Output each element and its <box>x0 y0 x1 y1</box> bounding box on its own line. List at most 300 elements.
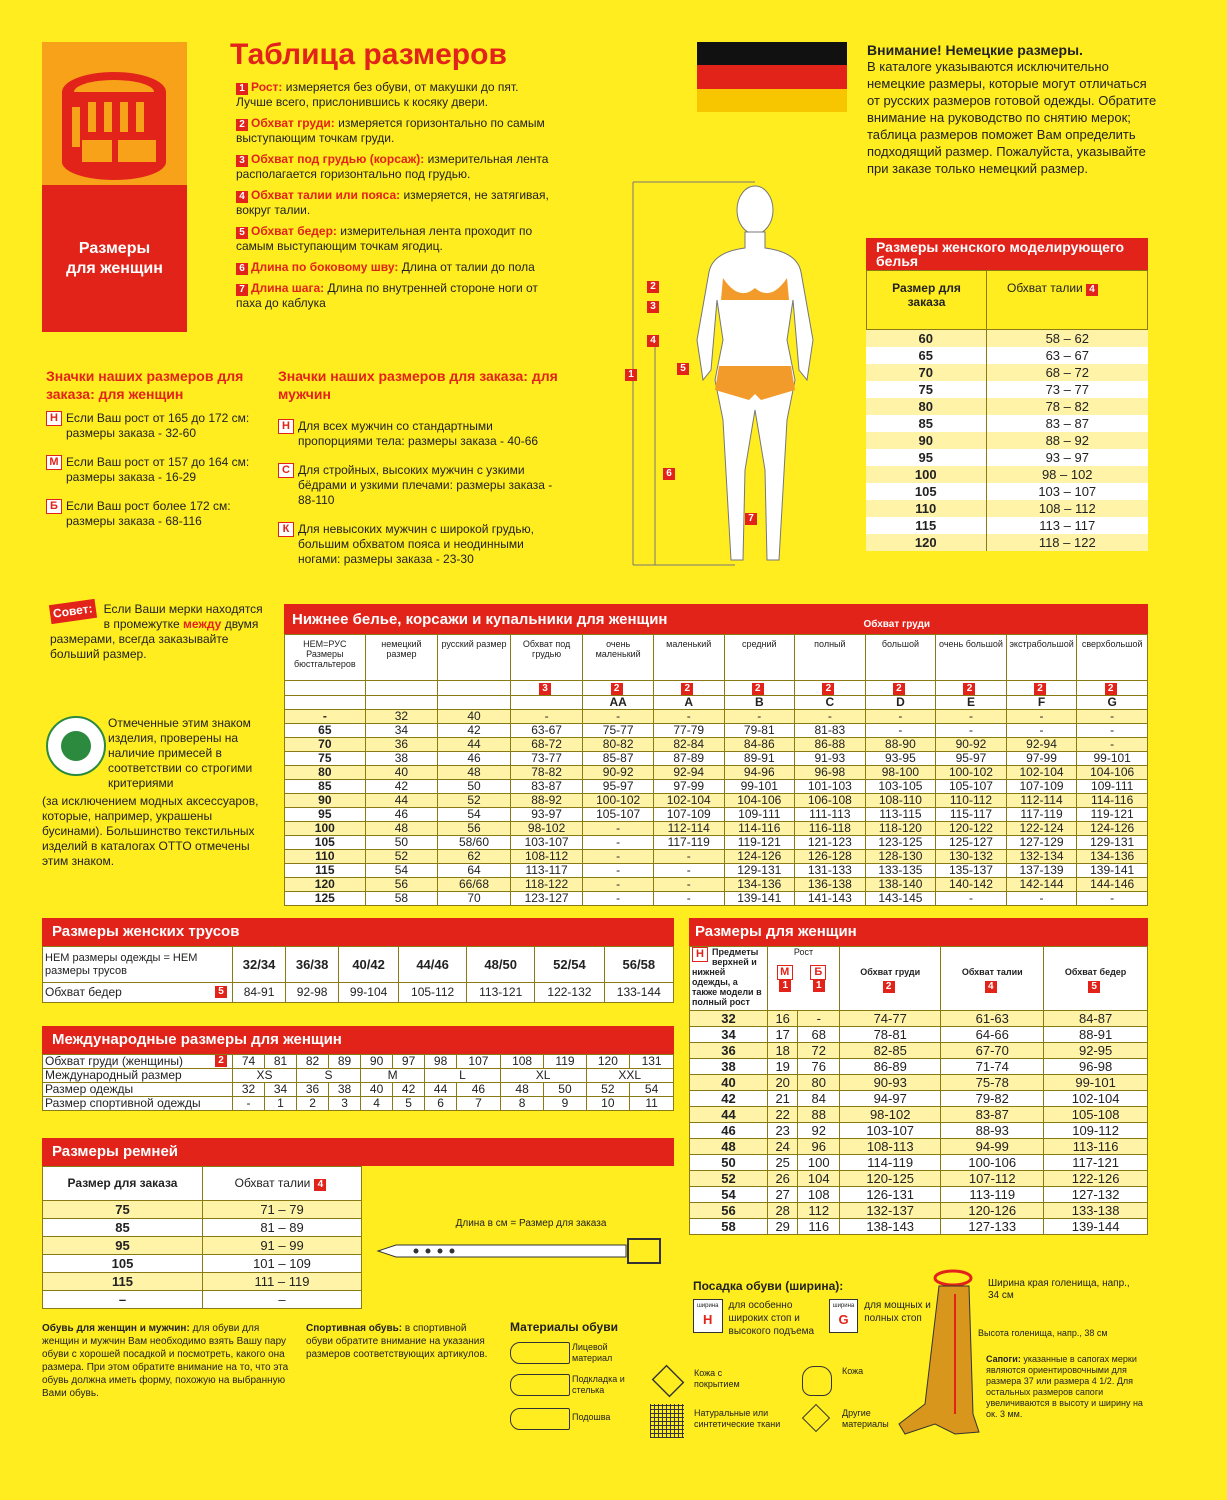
measure-text: измеряется горизонтально по самым выступающим точкам груди. <box>236 116 545 145</box>
underwear-cell: 40 <box>365 766 438 780</box>
underwear-cell: 129-131 <box>724 864 795 878</box>
underwear-cell: 99-101 <box>1077 752 1148 766</box>
shaping-size: 95 <box>866 449 986 466</box>
underwear-cell: - <box>865 710 936 724</box>
underwear-cell: 70 <box>285 738 366 752</box>
shaping-size: 60 <box>866 330 986 347</box>
underwear-cell: 42 <box>365 780 438 794</box>
underwear-cell: 141-143 <box>795 892 866 906</box>
underwear-badge-cell <box>583 681 654 696</box>
measure-num: 3 <box>236 155 248 167</box>
belt-length-label: Длина в см = Размер для заказа <box>455 1218 607 1229</box>
shaping-rows <box>866 330 1148 551</box>
panties-val: 113-121 <box>467 983 535 1003</box>
women-h5: Обхват бедер 5 <box>1044 947 1148 1011</box>
intl-cloth: 44 <box>425 1083 457 1097</box>
underwear-badge-cell <box>795 681 866 696</box>
cup-cell: B <box>724 696 795 710</box>
panties-hip-row <box>43 983 674 1003</box>
underwear-badge-cell <box>1077 681 1148 696</box>
women-cell: 127-132 <box>1044 1187 1148 1203</box>
eco-icon <box>46 716 106 776</box>
other-materials-icon <box>802 1404 830 1432</box>
women-cell: 96 <box>798 1139 840 1155</box>
intl-size: XS <box>233 1069 297 1083</box>
mat-m7: Другие материалы <box>842 1408 889 1429</box>
underwear-cell: 63-67 <box>510 724 583 738</box>
underwear-cell: 119-121 <box>1077 808 1148 822</box>
shaping-waist: 118 – 122 <box>1038 535 1096 550</box>
shoe-lining-icon <box>510 1374 570 1396</box>
intl-cloth: 36 <box>297 1083 329 1097</box>
women-cell: 120-126 <box>941 1203 1044 1219</box>
measure-num: 5 <box>236 227 248 239</box>
women-cell: 86-89 <box>840 1059 941 1075</box>
shaping-waist: 98 – 102 <box>1041 467 1093 482</box>
size-badge-icon: Б <box>810 965 826 980</box>
underwear-cell: 93-97 <box>510 808 583 822</box>
underwear-cell: 52 <box>438 794 511 808</box>
underwear-row <box>285 780 1148 794</box>
underwear-head-cell: русский размер <box>438 635 511 681</box>
underwear-row <box>285 836 1148 850</box>
intl-sport: 11 <box>630 1097 674 1111</box>
cup-cell: F <box>1006 696 1077 710</box>
measure-item <box>236 80 556 110</box>
underwear-cell: - <box>583 822 654 836</box>
underwear-cell: 116-118 <box>795 822 866 836</box>
underwear-cell: 90-92 <box>583 766 654 780</box>
intl-label: Размер спортивной одежды <box>43 1097 233 1111</box>
intl-label: Международный размер <box>43 1069 233 1083</box>
underwear-cell: - <box>795 710 866 724</box>
underwear-cell: - <box>1077 892 1148 906</box>
underwear-cell: 93-95 <box>865 752 936 766</box>
intl-size: S <box>297 1069 361 1083</box>
underwear-cell: 112-114 <box>1006 794 1077 808</box>
underwear-badge-cell <box>510 681 583 696</box>
boot-text2: Высота голенища, напр., 38 см <box>978 1328 1108 1338</box>
women-cell: 100-106 <box>941 1155 1044 1171</box>
underwear-cell: 101-103 <box>795 780 866 794</box>
underwear-cell: 135-137 <box>936 864 1007 878</box>
women-cell: 79-82 <box>941 1091 1044 1107</box>
women-cell: 102-104 <box>1044 1091 1148 1107</box>
underwear-badge-cell <box>653 681 724 696</box>
women-cell: 34 <box>690 1027 768 1043</box>
underwear-cell: 112-114 <box>653 822 724 836</box>
shaping-title: Размеры женского моделирующего белья <box>866 238 1148 270</box>
women-cell: 82-85 <box>840 1043 941 1059</box>
underwear-cell: 48 <box>438 766 511 780</box>
underwear-cell: 80 <box>285 766 366 780</box>
women-cell: 26 <box>768 1171 798 1187</box>
cup-empty <box>510 696 583 710</box>
underwear-cell: - <box>1077 710 1148 724</box>
attention-title: Внимание! Немецкие размеры. <box>867 42 1083 58</box>
underwear-head <box>285 635 1148 681</box>
panties-table <box>42 918 674 1003</box>
women-row <box>690 1155 1148 1171</box>
cup-cell: C <box>795 696 866 710</box>
underwear-cell: 118-122 <box>510 878 583 892</box>
belts-table <box>42 1138 674 1309</box>
belt-row <box>43 1291 362 1309</box>
underwear-cell: 70 <box>438 892 511 906</box>
underwear-cell: - <box>936 724 1007 738</box>
underwear-cell: 89-91 <box>724 752 795 766</box>
cup-row <box>285 696 1148 710</box>
measure-text: измерительная лента располагается горизонтально под грудью. <box>236 152 549 181</box>
women-cell: 113-116 <box>1044 1139 1148 1155</box>
women-cell: 139-144 <box>1044 1219 1148 1235</box>
intl-cloth: 52 <box>586 1083 630 1097</box>
underwear-cell: 130-132 <box>936 850 1007 864</box>
intl-table <box>42 1026 674 1111</box>
underwear-cell: 124-126 <box>724 850 795 864</box>
underwear-cell: 136-138 <box>795 878 866 892</box>
underwear-cell: 48 <box>365 822 438 836</box>
underwear-head-cell: НЕМ=РУС Размеры бюстгальтеров <box>285 635 366 681</box>
women-cell: 114-119 <box>840 1155 941 1171</box>
intl-sport: 2 <box>297 1097 329 1111</box>
underwear-cell: 125 <box>285 892 366 906</box>
underwear-cell: - <box>865 724 936 738</box>
women-icons-title: Значки наших размеров для заказа: для женщин <box>46 368 244 402</box>
underwear-cell: 46 <box>365 808 438 822</box>
panties-size-row <box>43 947 674 983</box>
intl-cloth: 40 <box>361 1083 393 1097</box>
intl-chest: 90 <box>361 1055 393 1069</box>
leather-icon <box>802 1366 832 1396</box>
women-cell: 75-78 <box>941 1075 1044 1091</box>
underwear-cell: 114-116 <box>1077 794 1148 808</box>
underwear-head-cell: очень большой <box>936 635 1007 681</box>
underwear-cell: 113-117 <box>510 864 583 878</box>
underwear-cell: 143-145 <box>865 892 936 906</box>
measure-label: Длина по боковому шву: <box>251 260 399 274</box>
underwear-cell: 95 <box>285 808 366 822</box>
underwear-cell: 104-106 <box>1077 766 1148 780</box>
attention-block <box>867 42 1157 177</box>
shaping-size: 80 <box>866 398 986 415</box>
belt-c2: Обхват талии <box>234 1175 311 1190</box>
women-row <box>690 1043 1148 1059</box>
women-row <box>690 1075 1148 1091</box>
cup-empty <box>365 696 438 710</box>
measure-item <box>236 260 556 275</box>
measure-label: Обхват под грудью (корсаж): <box>251 152 425 166</box>
women-cell: 122-126 <box>1044 1171 1148 1187</box>
women-row <box>690 1171 1148 1187</box>
underwear-cell: 102-104 <box>1006 766 1077 780</box>
underwear-row <box>285 864 1148 878</box>
underwear-cell: - <box>583 864 654 878</box>
underwear-cell: 139-141 <box>1077 864 1148 878</box>
women-cell: 38 <box>690 1059 768 1075</box>
measure-item <box>236 188 556 218</box>
underwear-row <box>285 808 1148 822</box>
underwear-row <box>285 794 1148 808</box>
women-cell: 84 <box>798 1091 840 1107</box>
women-row <box>690 1107 1148 1123</box>
size-badge-icon: М <box>777 965 793 980</box>
measure-label: Рост: <box>251 80 283 94</box>
boot-note-title: Сапоги: <box>986 1354 1021 1364</box>
underwear-cell: 103-105 <box>865 780 936 794</box>
measure-item <box>236 281 556 311</box>
underwear-cell: 103-107 <box>510 836 583 850</box>
mat-m4: Кожа с покрытием <box>694 1368 740 1389</box>
women-cell: 48 <box>690 1139 768 1155</box>
underwear-cell: 118-120 <box>865 822 936 836</box>
underwear-cell: 131-133 <box>795 864 866 878</box>
intl-chest: 131 <box>630 1055 674 1069</box>
women-cell: 104 <box>798 1171 840 1187</box>
underwear-cell: - <box>653 850 724 864</box>
women-cell: 94-99 <box>941 1139 1044 1155</box>
num-badge: 2 <box>893 683 905 695</box>
women-cell: - <box>798 1011 840 1027</box>
intl-cloth: 38 <box>329 1083 361 1097</box>
underwear-cell: - <box>724 710 795 724</box>
belt-size: 95 <box>43 1237 203 1255</box>
underwear-cell: - <box>583 850 654 864</box>
fit-w2: ширина <box>832 1303 855 1309</box>
women-rost: Рост М 1 Б 1 <box>768 947 840 1011</box>
underwear-cell: 90-92 <box>936 738 1007 752</box>
underwear-cell: 92-94 <box>1006 738 1077 752</box>
underwear-cell: 75 <box>285 752 366 766</box>
underwear-cell: 127-129 <box>1006 836 1077 850</box>
women-h4: Обхват талии 4 <box>941 947 1044 1011</box>
shoe-upper-icon <box>510 1342 570 1364</box>
num-badge: 1 <box>813 980 825 992</box>
women-row <box>690 1091 1148 1107</box>
underwear-row <box>285 752 1148 766</box>
mat-m3: Подошва <box>572 1412 611 1422</box>
belt-icon <box>376 1218 666 1272</box>
shaping-size: 115 <box>866 517 986 534</box>
measure-num: 4 <box>236 191 248 203</box>
intl-size: XXL <box>586 1069 673 1083</box>
shaping-waist: 68 – 72 <box>1045 365 1089 380</box>
materials-title: Материалы обуви <box>510 1320 618 1334</box>
shoes-block <box>42 1322 297 1400</box>
shoes-t2: Спортивная обувь: <box>306 1323 403 1334</box>
shaping-size: 90 <box>866 432 986 449</box>
num-badge: 2 <box>822 683 834 695</box>
underwear-cell: 105-107 <box>936 780 1007 794</box>
underwear-head-cell: экстрабольшой <box>1006 635 1077 681</box>
shaping-row <box>866 466 1148 483</box>
underwear-cell: 140-142 <box>936 878 1007 892</box>
underwear-cell: 85-87 <box>583 752 654 766</box>
underwear-head-cell: полный <box>795 635 866 681</box>
underwear-cell: 115 <box>285 864 366 878</box>
women-cell: 103-107 <box>840 1123 941 1139</box>
panties-val: 92-98 <box>286 983 339 1003</box>
intl-size: M <box>361 1069 425 1083</box>
underwear-row <box>285 878 1148 892</box>
num-badge: 2 <box>883 981 895 993</box>
belt-waist: 81 – 89 <box>203 1219 362 1237</box>
underwear-cell: 144-146 <box>1077 878 1148 892</box>
underwear-head-cell: большой <box>865 635 936 681</box>
belt-size: 75 <box>43 1201 203 1219</box>
underwear-cell: 133-135 <box>865 864 936 878</box>
underwear-cell: 132-134 <box>1006 850 1077 864</box>
underwear-badge-cell <box>724 681 795 696</box>
underwear-cell: - <box>510 710 583 724</box>
underwear-cell: 138-140 <box>865 878 936 892</box>
underwear-cell: 107-109 <box>653 808 724 822</box>
underwear-cell: 124-126 <box>1077 822 1148 836</box>
intl-cloth: 42 <box>393 1083 425 1097</box>
boot-note <box>986 1354 1151 1420</box>
intl-chest: 81 <box>265 1055 297 1069</box>
shoes-t1: Обувь для женщин и мужчин: <box>42 1323 190 1334</box>
women-cell: 132-137 <box>840 1203 941 1219</box>
size-icon-text: Если Ваш рост от 157 до 164 см: размеры заказа - 16-29 <box>66 455 250 484</box>
shaping-row <box>866 500 1148 517</box>
intl-cloth: 50 <box>544 1083 586 1097</box>
women-cell: 92-95 <box>1044 1043 1148 1059</box>
underwear-cell: 94-96 <box>724 766 795 780</box>
women-row <box>690 1139 1148 1155</box>
shaping-size: 65 <box>866 347 986 364</box>
belt-size: 115 <box>43 1273 203 1291</box>
fit-g-badge: G <box>838 1312 849 1327</box>
women-cell: 109-112 <box>1044 1123 1148 1139</box>
women-cell: 113-119 <box>941 1187 1044 1203</box>
underwear-row <box>285 892 1148 906</box>
size-badge-icon: Н <box>278 419 294 434</box>
measure-label: Обхват бедер: <box>251 224 337 238</box>
underwear-cell: 54 <box>438 808 511 822</box>
intl-sport: 9 <box>544 1097 586 1111</box>
underwear-cell: 79-81 <box>724 724 795 738</box>
underwear-row <box>285 766 1148 780</box>
underwear-cell: 139-141 <box>724 892 795 906</box>
women-cell: 74-77 <box>840 1011 941 1027</box>
underwear-cell: 115-117 <box>936 808 1007 822</box>
women-cell: 64-66 <box>941 1027 1044 1043</box>
underwear-badge-row <box>285 681 1148 696</box>
underwear-cell: 77-79 <box>653 724 724 738</box>
underwear-cell: 129-131 <box>1077 836 1148 850</box>
underwear-cell: 142-144 <box>1006 878 1077 892</box>
underwear-cell: 44 <box>365 794 438 808</box>
underwear-cell: 105 <box>285 836 366 850</box>
belt-row <box>43 1219 362 1237</box>
intl-label: Размер одежды <box>43 1083 233 1097</box>
underwear-cell: 52 <box>365 850 438 864</box>
underwear-table <box>284 604 1148 906</box>
panties-h1: НЕМ размеры одежды = НЕМ размеры трусов <box>43 947 233 983</box>
women-cell: 72 <box>798 1043 840 1059</box>
panties-val: 84-91 <box>233 983 286 1003</box>
underwear-cell: 117-119 <box>653 836 724 850</box>
women-cell: 18 <box>768 1043 798 1059</box>
num-badge: 4 <box>985 981 997 993</box>
belt-row <box>43 1201 362 1219</box>
fit-w1: ширина <box>696 1303 719 1309</box>
underwear-cell: 102-104 <box>653 794 724 808</box>
women-cell: 16 <box>768 1011 798 1027</box>
underwear-head-cell: Обхват под грудью <box>510 635 583 681</box>
size-icon-text: Для всех мужчин со стандартными пропорциями тела: размеры заказа - 40-66 <box>298 419 539 448</box>
shaping-row <box>866 415 1148 432</box>
underwear-cell: 119-121 <box>724 836 795 850</box>
num-badge: 1 <box>779 980 791 992</box>
tip-text2: двумя размерами, всегда заказывайте больший размер. <box>50 617 259 661</box>
size-badge-icon: Н <box>692 947 708 962</box>
women-cell: 21 <box>768 1091 798 1107</box>
size-badge-icon: М <box>46 455 62 470</box>
size-icon-text: Если Ваш рост от 165 до 172 см: размеры заказа - 32-60 <box>66 411 250 440</box>
women-row <box>690 1027 1148 1043</box>
women-cell: 84-87 <box>1044 1011 1148 1027</box>
underwear-cell: 62 <box>438 850 511 864</box>
logo-caption: Размеры для женщин <box>42 185 187 332</box>
women-sizes-table <box>689 918 1148 1235</box>
num-badge: 2 <box>681 683 693 695</box>
underwear-cell: 106-108 <box>795 794 866 808</box>
underwear-badge-cell <box>936 681 1007 696</box>
underwear-cell: 40 <box>438 710 511 724</box>
sport-block <box>306 1322 491 1361</box>
intl-cloth: 32 <box>233 1083 265 1097</box>
underwear-cell: 117-119 <box>1006 808 1077 822</box>
underwear-cell: 121-123 <box>795 836 866 850</box>
intl-sport: 10 <box>586 1097 630 1111</box>
women-head <box>690 947 1148 1011</box>
materials-block <box>510 1320 889 1452</box>
tip-text1: Если Ваши мерки находятся в промежутке <box>103 602 263 631</box>
women-row <box>690 1059 1148 1075</box>
underwear-cell: - <box>653 892 724 906</box>
underwear-cell: - <box>1006 710 1077 724</box>
size-icon-item <box>278 522 558 567</box>
intl-chest-row <box>43 1055 674 1069</box>
underwear-cell: 95-97 <box>936 752 1007 766</box>
shaping-row <box>866 398 1148 415</box>
underwear-cell: - <box>936 892 1007 906</box>
underwear-cell: 46 <box>438 752 511 766</box>
underwear-cell: 83-87 <box>510 780 583 794</box>
underwear-cell: 81-83 <box>795 724 866 738</box>
panties-val: 105-112 <box>399 983 467 1003</box>
intl-sport-row <box>43 1097 674 1111</box>
measure-item <box>236 224 556 254</box>
belt-waist: 91 – 99 <box>203 1237 362 1255</box>
underwear-cell: 88-90 <box>865 738 936 752</box>
num-badge: 2 <box>1105 683 1117 695</box>
women-cell: 127-133 <box>941 1219 1044 1235</box>
fit-h: для особенно широких стоп и высокого подъема <box>728 1300 815 1337</box>
women-cell: 32 <box>690 1011 768 1027</box>
size-icon-item <box>46 455 276 485</box>
intl-chest: 98 <box>425 1055 457 1069</box>
women-row <box>690 1203 1148 1219</box>
underwear-cell: 123-125 <box>865 836 936 850</box>
textile-icon <box>650 1404 684 1438</box>
panties-size: 52/54 <box>535 947 604 983</box>
intl-sport: 3 <box>329 1097 361 1111</box>
intl-chest: 97 <box>393 1055 425 1069</box>
measure-label: Обхват талии или пояса: <box>251 188 401 202</box>
